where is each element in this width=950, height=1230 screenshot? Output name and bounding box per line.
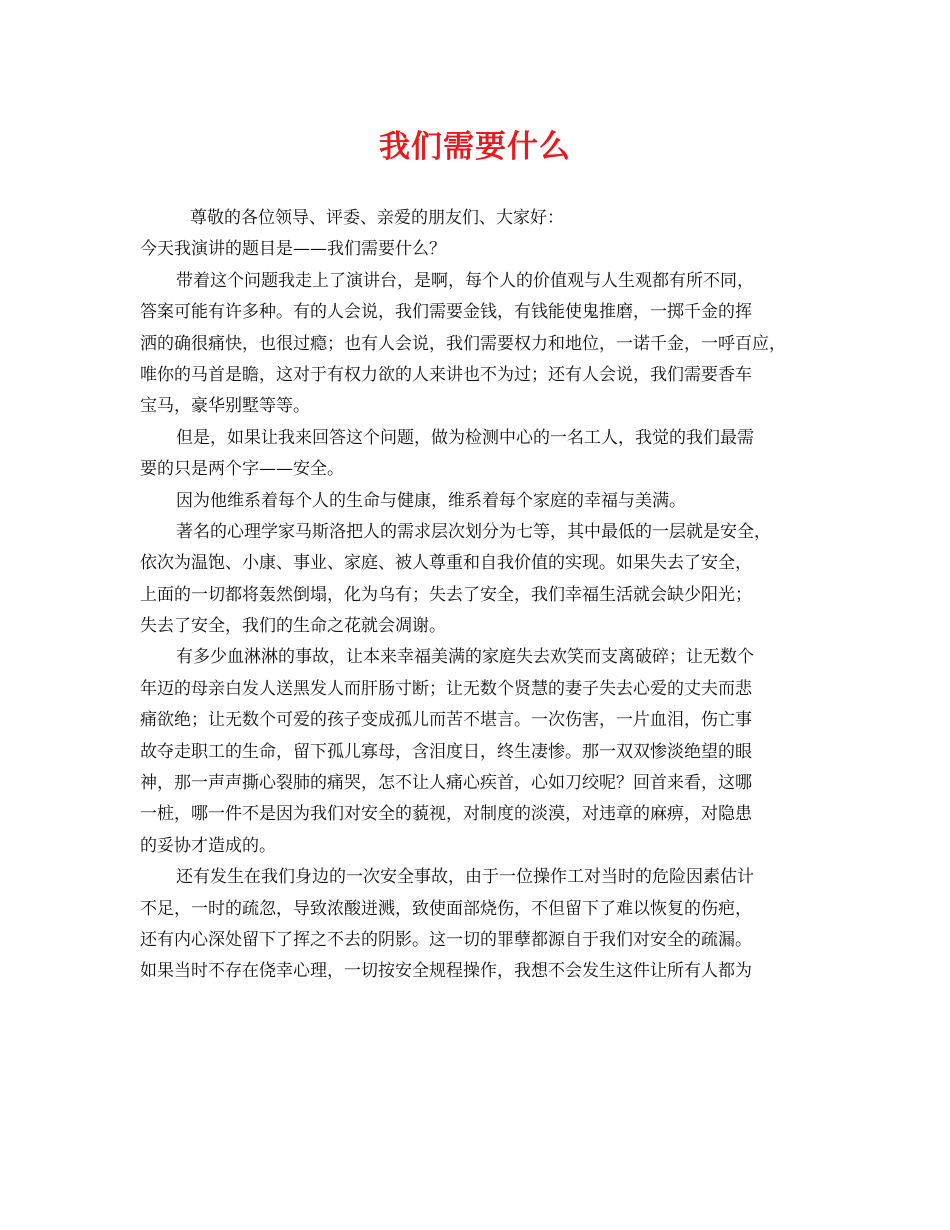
body-text-line: 一桩，哪一件不是因为我们对安全的藐视，对制度的淡漠，对违章的麻痹，对隐患 xyxy=(140,804,752,825)
body-text-line: 唯你的马首是瞻，这对于有权力欲的人来讲也不为过；还有人会说，我们需要香车 xyxy=(140,364,752,385)
body-text-line: 故夺走职工的生命，留下孤儿寡母，含泪度日，终生凄惨。那一双双惨淡绝望的眼 xyxy=(140,741,752,762)
body-text-line: 洒的确很痛快，也很过瘾；也有人会说，我们需要权力和地位，一诺千金，一呼百应， xyxy=(140,333,786,354)
body-text-line: 依次为温饱、小康、事业、家庭、被人尊重和自我价值的实现。如果失去了安全， xyxy=(140,553,752,574)
document-body xyxy=(140,203,826,988)
body-text-line: 答案可能有许多种。有的人会说，我们需要金钱，有钱能使鬼推磨，一掷千金的挥 xyxy=(140,302,752,323)
body-text-line: 还有内心深处留下了挥之不去的阴影。这一切的罪孽都源自于我们对安全的疏漏。 xyxy=(140,929,752,950)
body-text-line: 因为他维系着每个人的生命与健康，维系着每个家庭的幸福与美满。 xyxy=(176,490,686,511)
body-text-line: 如果当时不存在侥幸心理，一切按安全规程操作，我想不会发生这件让所有人都为 xyxy=(140,961,752,982)
body-text-line: 宝马，豪华别墅等等。 xyxy=(140,396,310,417)
body-text-line: 年迈的母亲白发人送黑发人而肝肠寸断；让无数个贤慧的妻子失去心爱的丈夫而悲 xyxy=(140,678,752,699)
body-text-line: 的妥协才造成的。 xyxy=(140,835,276,856)
body-text-line: 不足，一时的疏忽，导致浓酸迸溅，致使面部烧伤，不但留下了难以恢复的伤疤， xyxy=(140,898,752,919)
body-text-line: 有多少血淋淋的事故，让本来幸福美满的家庭失去欢笑而支离破碎；让无数个 xyxy=(176,647,754,668)
body-text-line: 著名的心理学家马斯洛把人的需求层次划分为七等，其中最低的一层就是安全， xyxy=(176,521,771,542)
body-text-line: 失去了安全，我们的生命之花就会凋谢。 xyxy=(140,616,446,637)
body-text-line: 痛欲绝；让无数个可爱的孩子变成孤儿而苦不堪言。一次伤害，一片血泪，伤亡事 xyxy=(140,710,752,731)
body-text-line: 但是，如果让我来回答这个问题，做为检测中心的一名工人，我觉的我们最需 xyxy=(176,427,754,448)
document-title: 我们需要什么 xyxy=(379,129,571,165)
body-text-line: 上面的一切都将轰然倒塌，化为乌有；失去了安全，我们幸福生活就会缺少阳光； xyxy=(140,584,752,605)
body-text-line: 带着这个问题我走上了演讲台，是啊，每个人的价值观与人生观都有所不同， xyxy=(176,270,754,291)
body-text-line: 今天我演讲的题目是——我们需要什么？ xyxy=(140,239,446,260)
body-text-line: 要的只是两个字——安全。 xyxy=(140,459,344,480)
body-text-line: 神，那一声声撕心裂肺的痛哭，怎不让人痛心疾首，心如刀绞呢？回首来看，这哪 xyxy=(140,773,752,794)
body-text-line: 尊敬的各位领导、评委、亲爱的朋友们、大家好： xyxy=(190,208,564,228)
body-text-line: 还有发生在我们身边的一次安全事故，由于一位操作工对当时的危险因素估计 xyxy=(176,867,754,888)
